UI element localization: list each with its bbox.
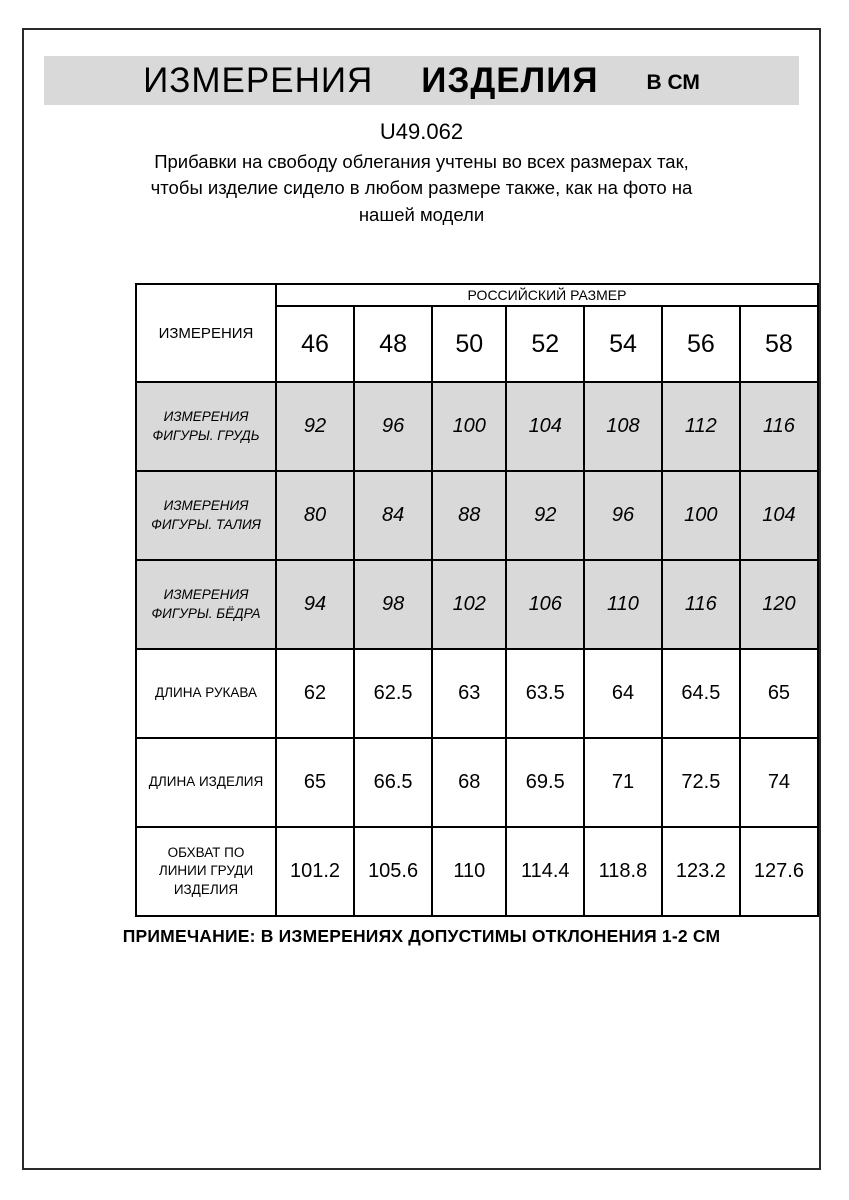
fit-description-line2: чтобы изделие сидело в любом размере также, как на фото на bbox=[150, 177, 693, 199]
value-cell: 112 bbox=[662, 382, 740, 471]
size-header-cell: 46 bbox=[276, 306, 354, 382]
tolerance-note: ПРИМЕЧАНИЕ: В ИЗМЕРЕНИЯХ ДОПУСТИМЫ ОТКЛОНЕНИЯ 1-2 СМ bbox=[122, 926, 721, 946]
fit-description-line1: Прибавки на свободу облегания учтены во всех размерах так, bbox=[154, 151, 689, 172]
row-label: ОБХВАТ ПО ЛИНИИ ГРУДИ ИЗДЕЛИЯ bbox=[136, 827, 276, 916]
title-measurements: ИЗМЕРЕНИЯ bbox=[143, 60, 374, 100]
table-row bbox=[136, 560, 818, 649]
value-cell: 64.5 bbox=[662, 649, 740, 738]
value-cell: 104 bbox=[740, 471, 818, 560]
value-cell: 92 bbox=[506, 471, 584, 560]
table-row bbox=[136, 649, 818, 738]
value-cell: 104 bbox=[506, 382, 584, 471]
value-cell: 92 bbox=[276, 382, 354, 471]
value-cell: 69.5 bbox=[506, 738, 584, 827]
table-row bbox=[136, 471, 818, 560]
value-cell: 123.2 bbox=[662, 827, 740, 916]
value-cell: 118.8 bbox=[584, 827, 662, 916]
value-cell: 108 bbox=[584, 382, 662, 471]
value-cell: 127.6 bbox=[740, 827, 818, 916]
size-table-container bbox=[135, 283, 819, 917]
value-cell: 94 bbox=[276, 560, 354, 649]
size-header-cell: 54 bbox=[584, 306, 662, 382]
fit-description-line3: нашей модели bbox=[358, 203, 485, 225]
value-cell: 88 bbox=[432, 471, 506, 560]
table-row bbox=[136, 382, 818, 471]
corner-header: ИЗМЕРЕНИЯ bbox=[136, 284, 276, 382]
value-cell: 74 bbox=[740, 738, 818, 827]
value-cell: 100 bbox=[662, 471, 740, 560]
title-units: В СМ bbox=[646, 70, 700, 94]
row-label: ИЗМЕРЕНИЯ ФИГУРЫ. ГРУДЬ bbox=[136, 382, 276, 471]
table-row bbox=[136, 738, 818, 827]
fit-description bbox=[24, 149, 819, 228]
row-label: ИЗМЕРЕНИЯ ФИГУРЫ. БЁДРА bbox=[136, 560, 276, 649]
table-row bbox=[136, 827, 818, 916]
value-cell: 96 bbox=[584, 471, 662, 560]
size-header-cell: 56 bbox=[662, 306, 740, 382]
article-number: U49.062 bbox=[379, 119, 464, 144]
size-header-cell: 50 bbox=[432, 306, 506, 382]
value-cell: 114.4 bbox=[506, 827, 584, 916]
value-cell: 62 bbox=[276, 649, 354, 738]
value-cell: 63.5 bbox=[506, 649, 584, 738]
value-cell: 80 bbox=[276, 471, 354, 560]
size-header-cell: 58 bbox=[740, 306, 818, 382]
value-cell: 68 bbox=[432, 738, 506, 827]
row-label: ДЛИНА РУКАВА bbox=[136, 649, 276, 738]
value-cell: 101.2 bbox=[276, 827, 354, 916]
value-cell: 63 bbox=[432, 649, 506, 738]
title-bar bbox=[44, 56, 799, 105]
value-cell: 106 bbox=[506, 560, 584, 649]
value-cell: 98 bbox=[354, 560, 432, 649]
size-header-cell: 48 bbox=[354, 306, 432, 382]
value-cell: 110 bbox=[584, 560, 662, 649]
value-cell: 120 bbox=[740, 560, 818, 649]
value-cell: 116 bbox=[740, 382, 818, 471]
value-cell: 96 bbox=[354, 382, 432, 471]
value-cell: 72.5 bbox=[662, 738, 740, 827]
row-label: ДЛИНА ИЗДЕЛИЯ bbox=[136, 738, 276, 827]
value-cell: 110 bbox=[432, 827, 506, 916]
row-label: ИЗМЕРЕНИЯ ФИГУРЫ. ТАЛИЯ bbox=[136, 471, 276, 560]
value-cell: 102 bbox=[432, 560, 506, 649]
value-cell: 71 bbox=[584, 738, 662, 827]
value-cell: 66.5 bbox=[354, 738, 432, 827]
value-cell: 65 bbox=[740, 649, 818, 738]
value-cell: 100 bbox=[432, 382, 506, 471]
title-product: ИЗДЕЛИЯ bbox=[421, 60, 599, 100]
value-cell: 84 bbox=[354, 471, 432, 560]
size-table bbox=[135, 283, 819, 917]
size-header-cell: 52 bbox=[506, 306, 584, 382]
value-cell: 65 bbox=[276, 738, 354, 827]
value-cell: 64 bbox=[584, 649, 662, 738]
page-border bbox=[22, 28, 821, 1170]
russian-size-header: РОССИЙСКИЙ РАЗМЕР bbox=[276, 284, 818, 306]
group-header-row bbox=[136, 284, 818, 306]
value-cell: 62.5 bbox=[354, 649, 432, 738]
value-cell: 116 bbox=[662, 560, 740, 649]
value-cell: 105.6 bbox=[354, 827, 432, 916]
